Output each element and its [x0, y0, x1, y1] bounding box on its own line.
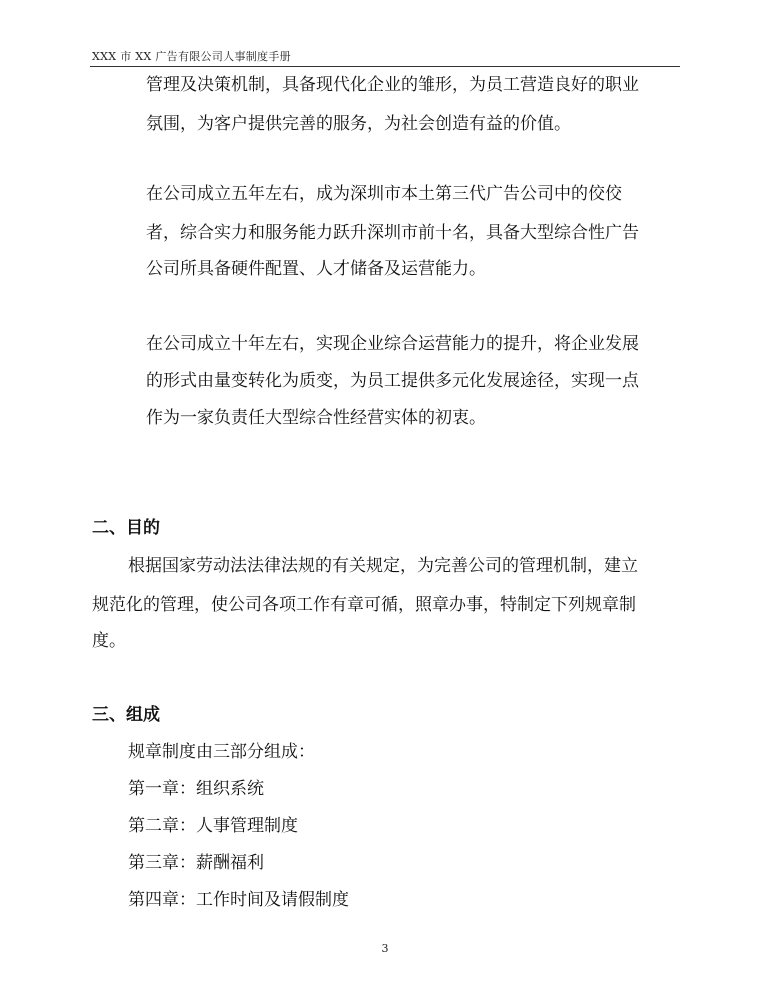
- section-heading-purpose: 二、目的: [92, 518, 160, 538]
- text-line: 的形式由量变转化为质变，为员工提供多元化发展途径，实现一点: [146, 371, 639, 391]
- header-divider: [90, 66, 680, 67]
- text-line: 规范化的管理，使公司各项工作有章可循，照章办事，特制定下列规章制: [92, 595, 636, 615]
- text-line: 作为一家负责任大型综合性经营实体的初衷。: [146, 408, 486, 428]
- list-item: 第二章：人事管理制度: [128, 816, 298, 836]
- text-line: 公司所具备硬件配置、人才储备及运营能力。: [146, 259, 486, 279]
- text-line: 在公司成立五年左右，成为深圳市本土第三代广告公司中的佼佼: [146, 184, 622, 204]
- text-line: 在公司成立十年左右，实现企业综合运营能力的提升，将企业发展: [146, 334, 639, 354]
- text-line: 度。: [92, 631, 126, 651]
- section-heading-composition: 三、组成: [92, 705, 160, 725]
- page-header-title: XXX 市 XX 广告有限公司人事制度手册: [92, 50, 291, 63]
- page-number: 3: [381, 942, 389, 955]
- list-item: 第三章：薪酬福利: [128, 853, 264, 873]
- text-line: 根据国家劳动法法律法规的有关规定，为完善公司的管理机制，建立: [128, 556, 638, 576]
- list-item: 第一章：组织系统: [128, 779, 264, 799]
- text-line: 氛围，为客户提供完善的服务，为社会创造有益的价值。: [146, 114, 571, 134]
- list-item: 第四章：工作时间及请假制度: [128, 890, 349, 910]
- text-line: 者，综合实力和服务能力跃升深圳市前十名，具备大型综合性广告: [146, 223, 639, 243]
- composition-intro: 规章制度由三部分组成：: [128, 742, 315, 762]
- text-line: 管理及决策机制，具备现代化企业的雏形，为员工营造良好的职业: [146, 75, 639, 95]
